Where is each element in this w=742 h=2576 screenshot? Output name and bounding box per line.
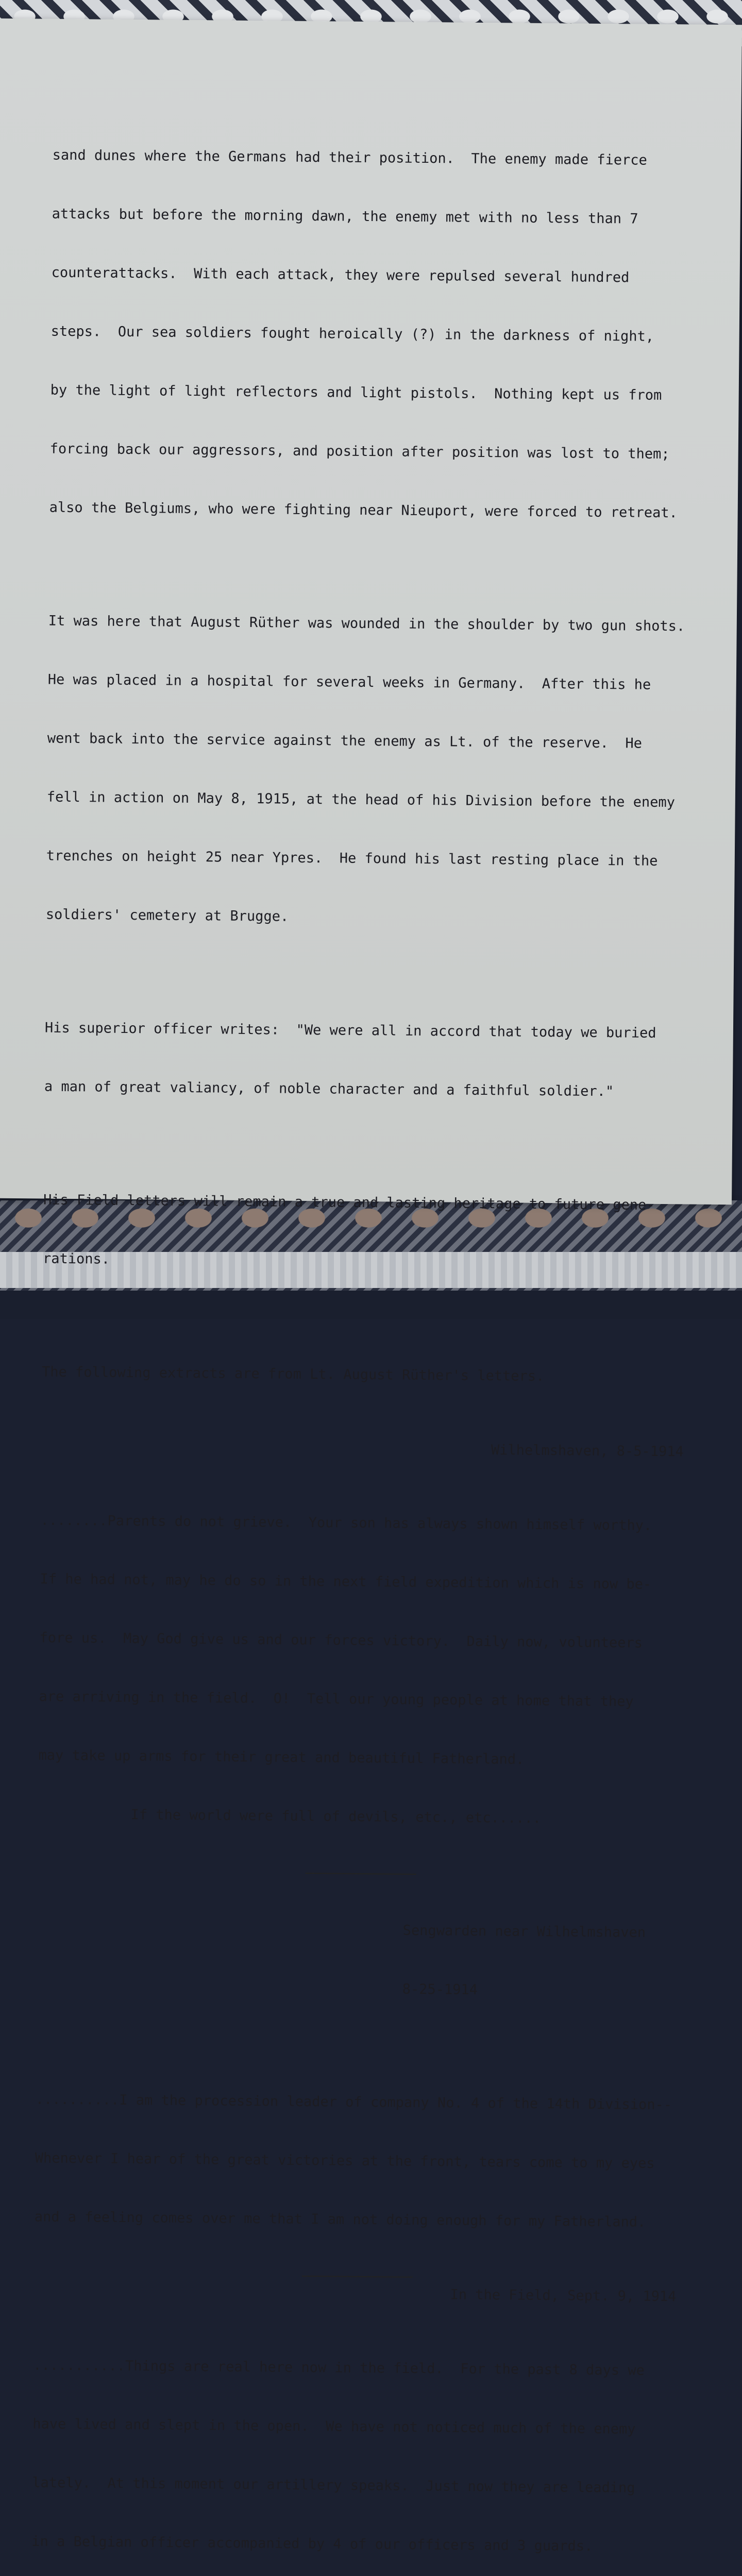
text-line: If he had not, may he do so in the next field expedition which is now be- (40, 1571, 652, 1592)
text-line: The following extracts are from Lt. August Rüther's letters. (41, 1364, 545, 1385)
text-line: fell in action on May 8, 1915, at the head of his Division before the enemy (46, 789, 676, 811)
text-line: a man of great valiancy, of noble character and a faithful soldier." (44, 1078, 614, 1100)
letter-body (34, 2050, 683, 2272)
text-line: Sengwarden near Wilhelmshaven (402, 1922, 646, 1941)
letter-body (38, 1472, 688, 1869)
text-line: sand dunes where the Germans had their position. The enemy made fierce (52, 147, 647, 168)
text-line: ........Parents do not grieve. Your son has always shown himself worthy. (40, 1512, 652, 1534)
section-divider (306, 1873, 416, 1875)
text-line: may take up arms for their great and beautiful Fatherland. (38, 1747, 525, 1768)
text-line: soldiers' cemetery at Brugge. (45, 906, 289, 925)
text-line: attacks but before the morning dawn, the enemy met with no less than 7 (52, 206, 638, 227)
text-line: by the light of light reflectors and light pistols. Nothing kept us from (50, 382, 662, 403)
text-line: ...........Things are real here now in the field. For the past 8 days we (33, 2357, 645, 2379)
text-line: His superior officer writes: "We were all in accord that today we buried (44, 1020, 656, 1041)
text-line: lately. At this moment our artillery speaks. Just now they are leading (32, 2475, 635, 2496)
text-line: went back into the service against the enemy as Lt. of the reserve. He (47, 730, 643, 752)
text-line: are arriving in the field. O! Tell our young people at home that they (39, 1688, 634, 1710)
letter-dateline: Wilhelmshaven, 8-5-1914 (491, 1442, 684, 1460)
text-line: He was placed in a hospital for several weeks in Germany. After this he (47, 671, 651, 693)
text-line: steps. Our sea soldiers fought heroically (?) in the darkness of night, (50, 323, 654, 345)
paragraph-wounded (45, 572, 696, 970)
text-line: in a Belgian officer accompanied by 4 of our officers and 3 guards. (31, 2533, 593, 2554)
text-line: counterattacks. With each attack, they were repulsed several hundred (51, 264, 630, 286)
text-line: ..........I am the procession leader of company No. 4 of the 14th Division-- (35, 2091, 672, 2113)
paragraph-heritage (42, 1151, 690, 1314)
page-text (28, 107, 699, 2576)
paragraph-battle (49, 107, 700, 563)
letter-body (31, 2316, 680, 2576)
paragraph-extracts-intro (41, 1324, 689, 1427)
paragraph-officer-quote (44, 979, 692, 1142)
typed-page (0, 19, 742, 2554)
text-line: and a feeling comes over me that I am not doing enough for my Fatherland. (34, 2209, 646, 2230)
section-divider (302, 2276, 413, 2278)
text-line: fore us. May God give us and our forces victory. Daily now, volunteers (39, 1630, 643, 1651)
text-line: If the world were full of devils, etc., etc...... (130, 1807, 542, 1827)
text-line: 8-25-1914 (402, 1981, 478, 1998)
text-line: have lived and slept in the open. We have not noticed much of the enemy (32, 2416, 636, 2437)
text-line: It was here that August Rüther was wounded in the shoulder by two gun shots. (48, 613, 685, 635)
text-line: also the Belgiums, who were fighting near Nieuport, were forced to retreat. (49, 499, 678, 521)
text-line: trenches on height 25 near Ypres. He found his last resting place in the (46, 848, 658, 869)
text-line: forcing back our aggressors, and position after position was lost to them; (49, 440, 670, 463)
letter-dateline: In the Field, Sept. 9, 1914 (450, 2286, 677, 2305)
text-line: Whenever I hear of the great victories at the front, tears come to my eyes (35, 2150, 655, 2172)
text-line: rations. (42, 1250, 110, 1267)
text-line: His Field letters will remain a true and lasting heritage to future gene- (43, 1192, 655, 1213)
letter-dateline (402, 1882, 684, 2041)
